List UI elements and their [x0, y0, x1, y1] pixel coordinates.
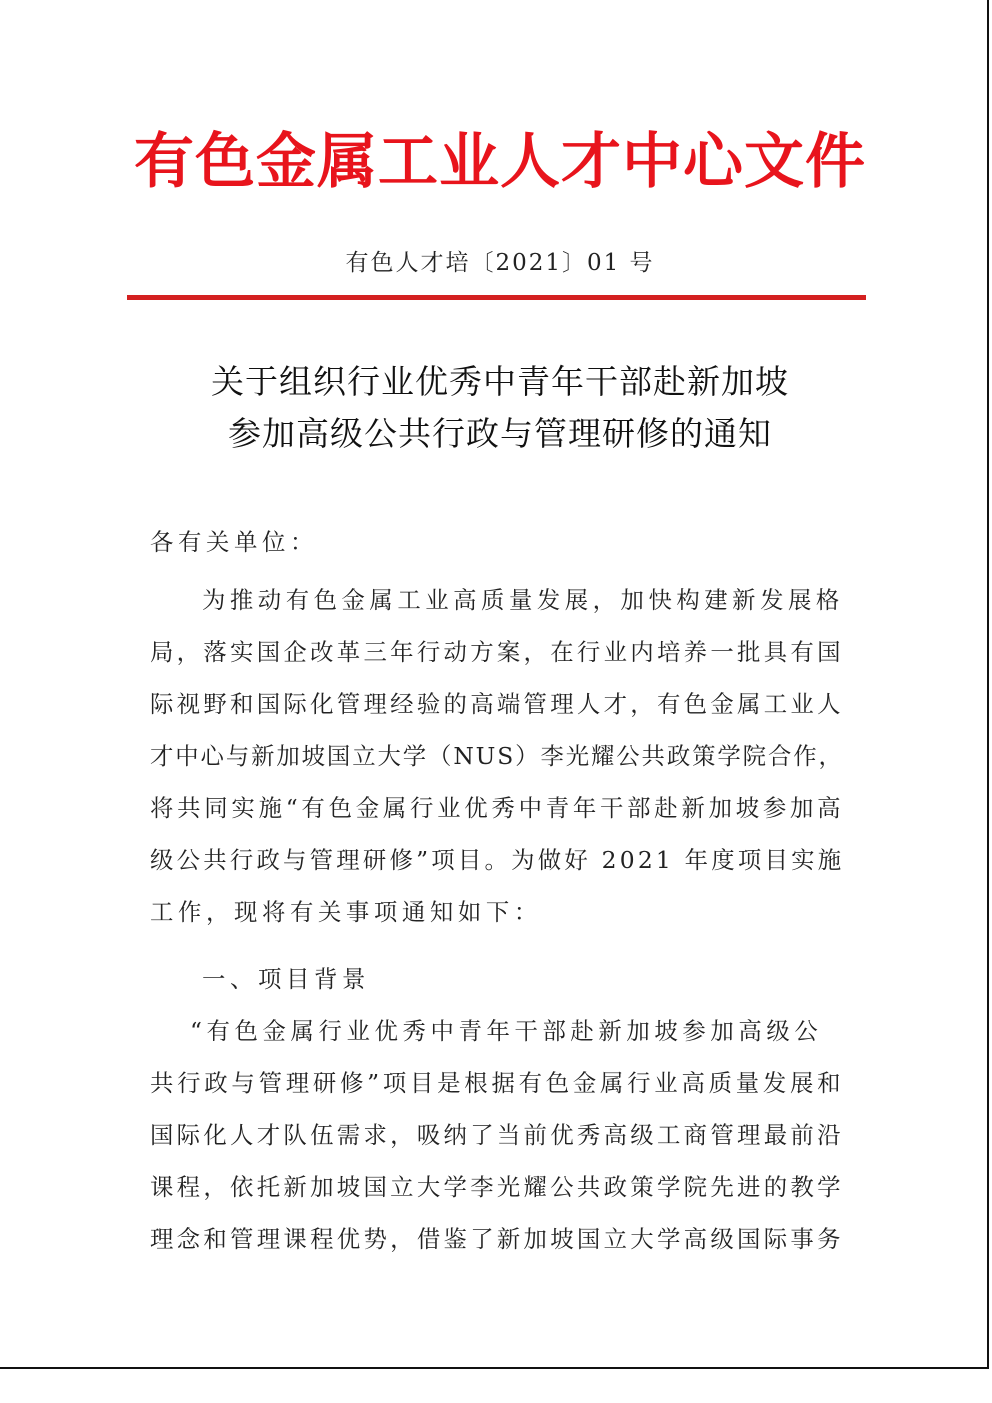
paragraph-line: 国际化人才队伍需求，吸纳了当前优秀高级工商管理最前沿 [150, 1121, 844, 1149]
paragraph-line: 课程，依托新加坡国立大学李光耀公共政策学院先进的教学 [150, 1173, 844, 1201]
paragraph-line: 工作，现将有关事项通知如下： [150, 898, 542, 926]
paragraph-line: 理念和管理课程优势，借鉴了新加坡国立大学高级国际事务 [150, 1225, 844, 1253]
document-body [150, 516, 844, 1265]
paragraph-line: “有色金属行业优秀中青年干部赴新加坡参加高级公 [190, 1017, 823, 1045]
paragraph-line: 共行政与管理研修”项目是根据有色金属行业高质量发展和 [150, 1069, 845, 1097]
paragraph-line: 际视野和国际化管理经验的高端管理人才，有色金属工业人 [150, 690, 844, 718]
notice-title [120, 356, 880, 460]
paragraph-line: 级公共行政与管理研修”项目。为做好 2021 年度项目实施 [150, 846, 845, 874]
document-number: 有色人才培〔2021〕01 号 [345, 250, 655, 276]
paragraph-1 [150, 574, 844, 938]
notice-title-line: 参加高级公共行政与管理研修的通知 [228, 414, 772, 453]
red-divider-rule [127, 295, 866, 300]
section-heading: 一、项目背景 [202, 965, 370, 993]
paragraph-line: 将共同实施“有色金属行业优秀中青年干部赴新加坡参加高 [150, 794, 845, 822]
paragraph-line: 才中心与新加坡国立大学（NUS）李光耀公共政策学院合作， [150, 742, 844, 770]
salutation: 各有关单位： [150, 528, 318, 556]
masthead-title: 有色金属工业人才中心文件 [134, 127, 866, 197]
paragraph-line: 局，落实国企改革三年行动方案，在行业内培养一批具有国 [150, 638, 844, 666]
paragraph-2 [150, 1005, 844, 1265]
notice-title-line: 关于组织行业优秀中青年干部赴新加坡 [211, 362, 789, 401]
paragraph-gap [150, 938, 844, 953]
paragraph-line: 为推动有色金属工业高质量发展，加快构建新发展格 [202, 586, 844, 614]
